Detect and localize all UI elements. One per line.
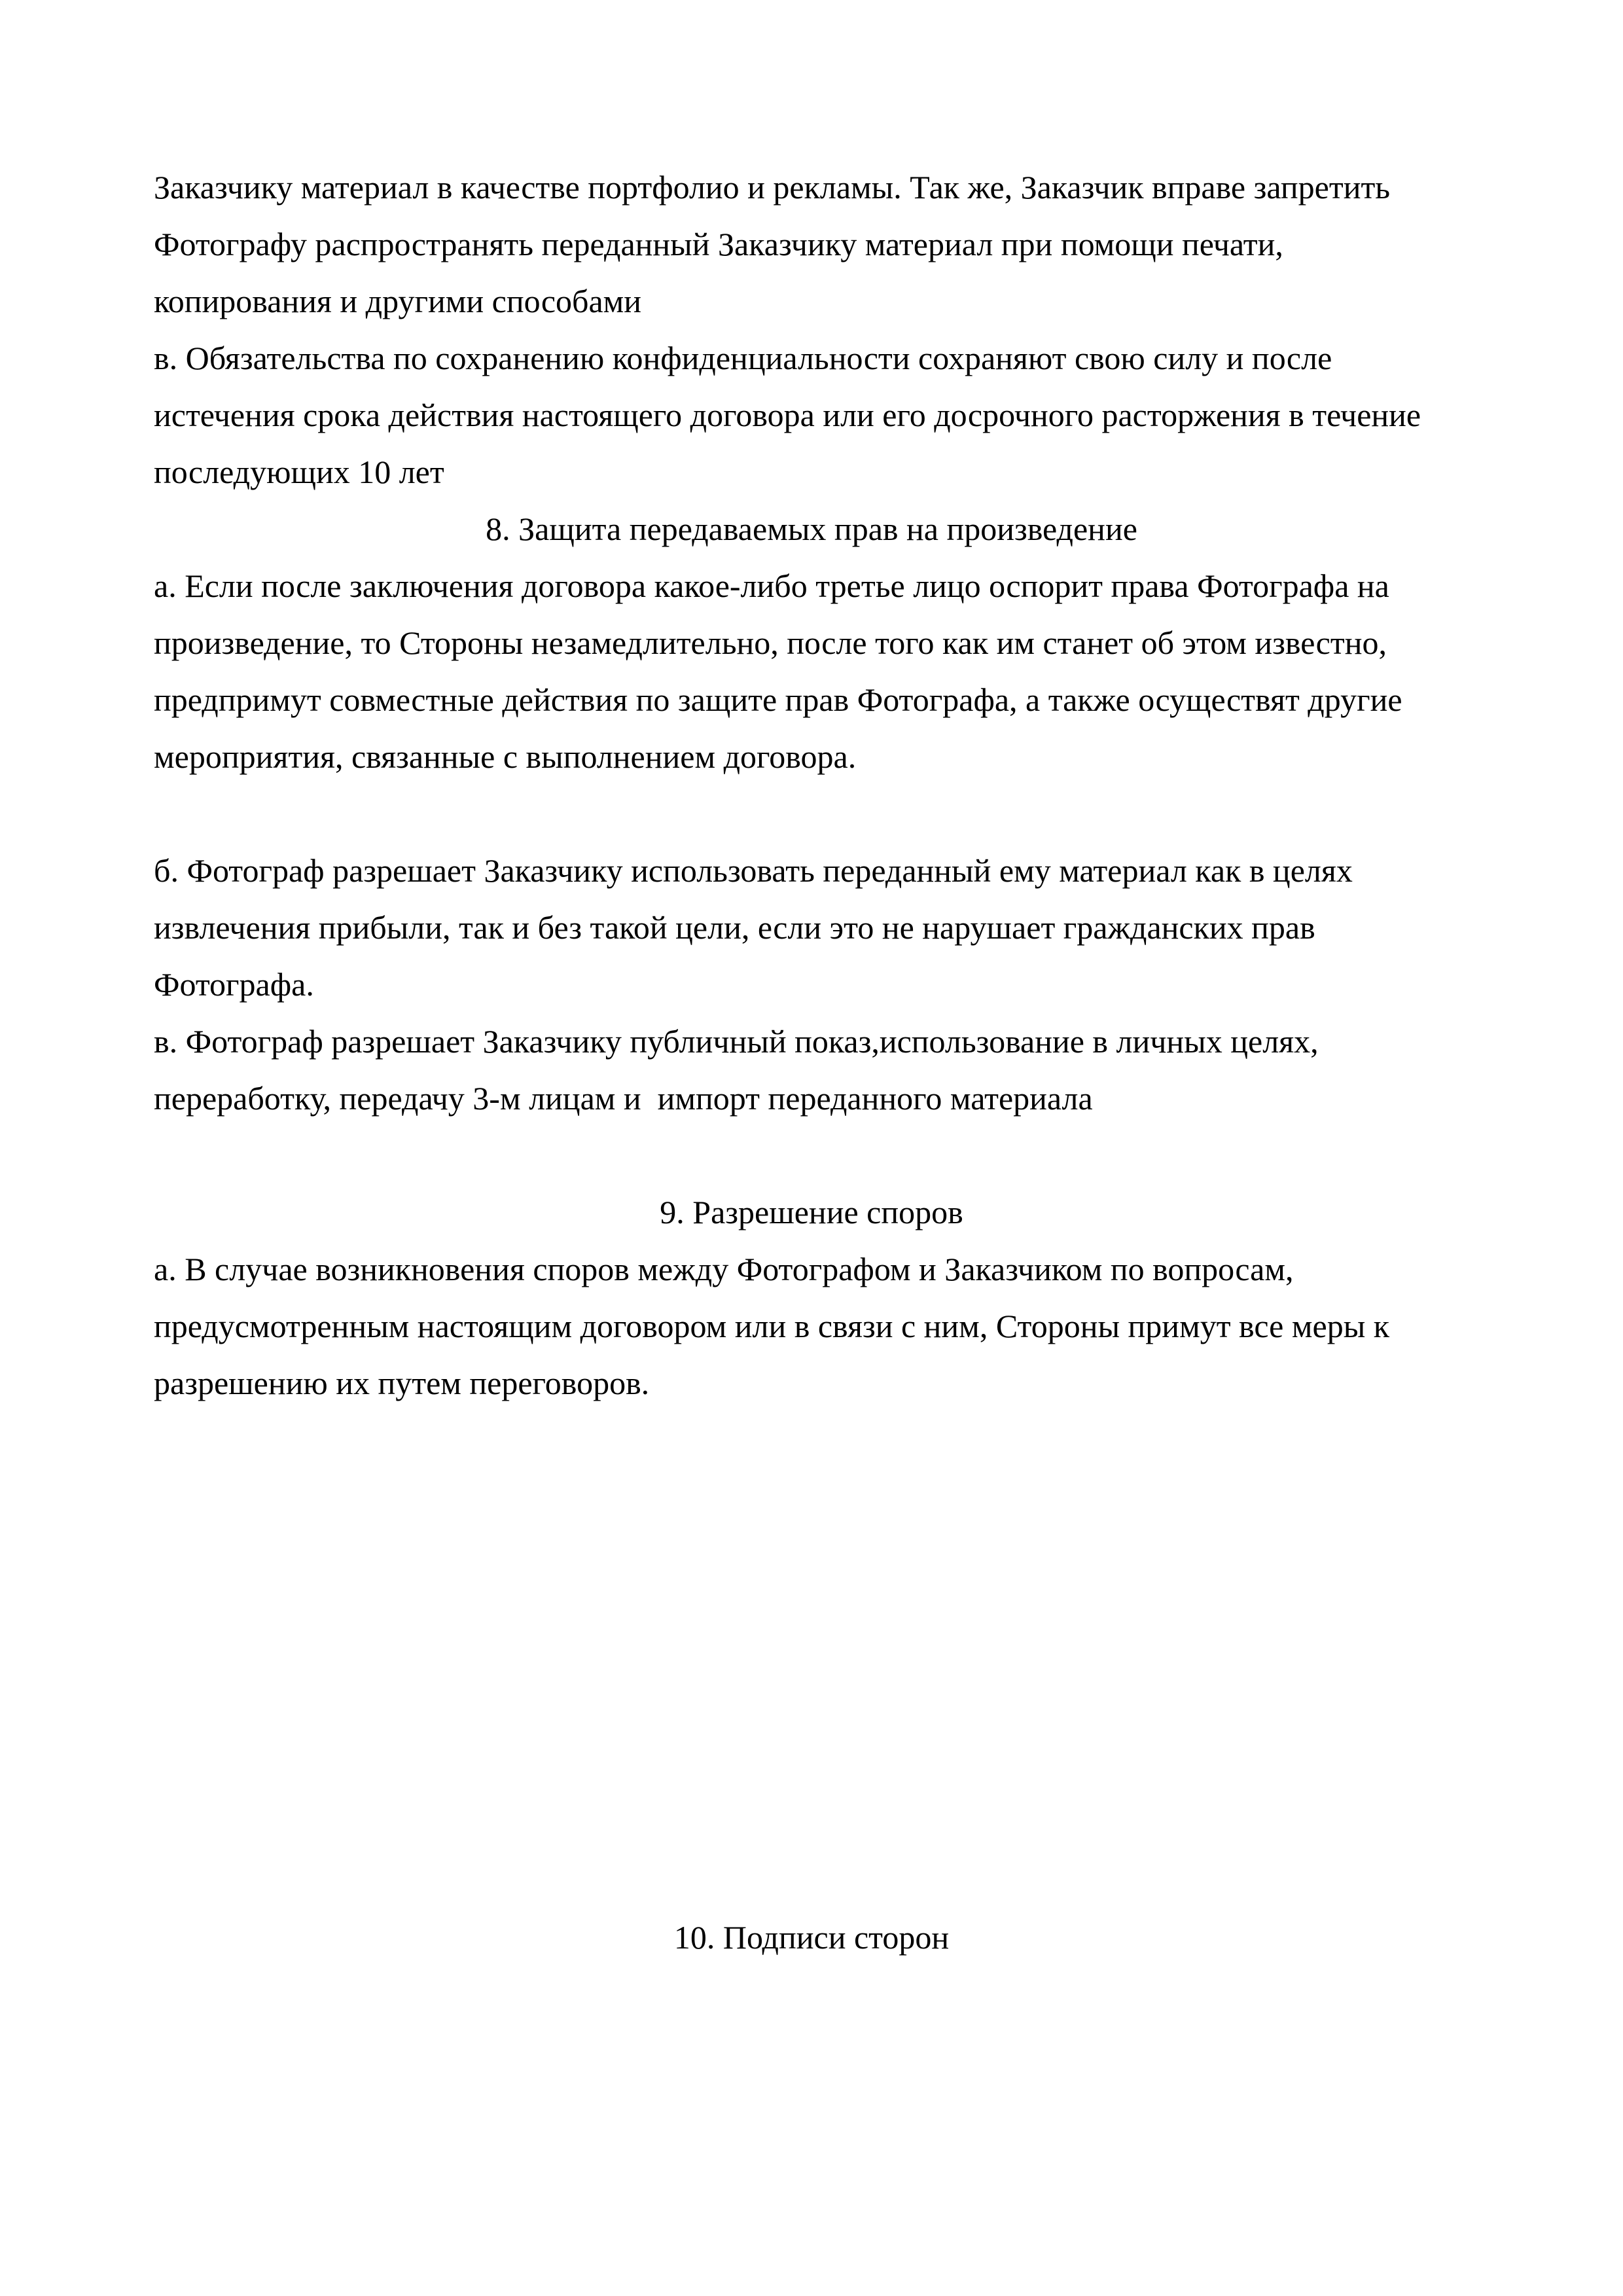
paragraph-line: переработку, передачу 3-м лицам и импорт переданного материала: [154, 1080, 1093, 1117]
paragraph-line: в. Обязательства по сохранению конфиденциальности сохраняют свою силу и после: [154, 340, 1332, 376]
paragraph-line: последующих 10 лет: [154, 454, 444, 490]
paragraph-line: произведение, то Стороны незамедлительно, после того как им станет об этом известно,: [154, 624, 1387, 661]
blank-line: [154, 785, 1469, 842]
paragraph-line: а. Если после заключения договора какое-либо третье лицо оспорит права Фотографа на: [154, 567, 1389, 604]
paragraph-line: Фотографу распространять переданный Заказчику материал при помощи печати,: [154, 226, 1283, 262]
paragraph-line: мероприятия, связанные с выполнением договора.: [154, 738, 857, 775]
paragraph-line: разрешению их путем переговоров.: [154, 1365, 650, 1401]
section-heading-10: 10. Подписи сторон: [673, 1919, 950, 1956]
paragraph-line: предусмотренным настоящим договором или в связи с ним, Стороны примут все меры к: [154, 1308, 1390, 1344]
paragraph-line: извлечения прибыли, так и без такой цели, если это не нарушает гражданских прав: [154, 909, 1315, 946]
paragraph-line: истечения срока действия настоящего договора или его досрочного расторжения в течение: [154, 397, 1421, 433]
blank-line: [154, 1127, 1469, 1184]
paragraph-line: Фотографа.: [154, 966, 314, 1003]
paragraph-line: Заказчику материал в качестве портфолио и рекламы. Так же, Заказчик вправе запретить: [154, 169, 1391, 206]
section-heading-8: 8. Защита передаваемых прав на произведение: [486, 511, 1137, 547]
paragraph-line: а. В случае возникновения споров между Фотографом и Заказчиком по вопросам,: [154, 1251, 1294, 1287]
paragraph-line: предпримут совместные действия по защите прав Фотографа, а также осуществят другие: [154, 681, 1402, 718]
paragraph-line: копирования и другими способами: [154, 283, 642, 319]
paragraph-line: в. Фотограф разрешает Заказчику публичный показ,использование в личных целях,: [154, 1023, 1319, 1060]
section-heading-9: 9. Разрешение споров: [660, 1194, 963, 1230]
paragraph-line: б. Фотограф разрешает Заказчику использовать переданный ему материал как в целях: [154, 852, 1353, 889]
document-content: [154, 0, 1469, 1966]
